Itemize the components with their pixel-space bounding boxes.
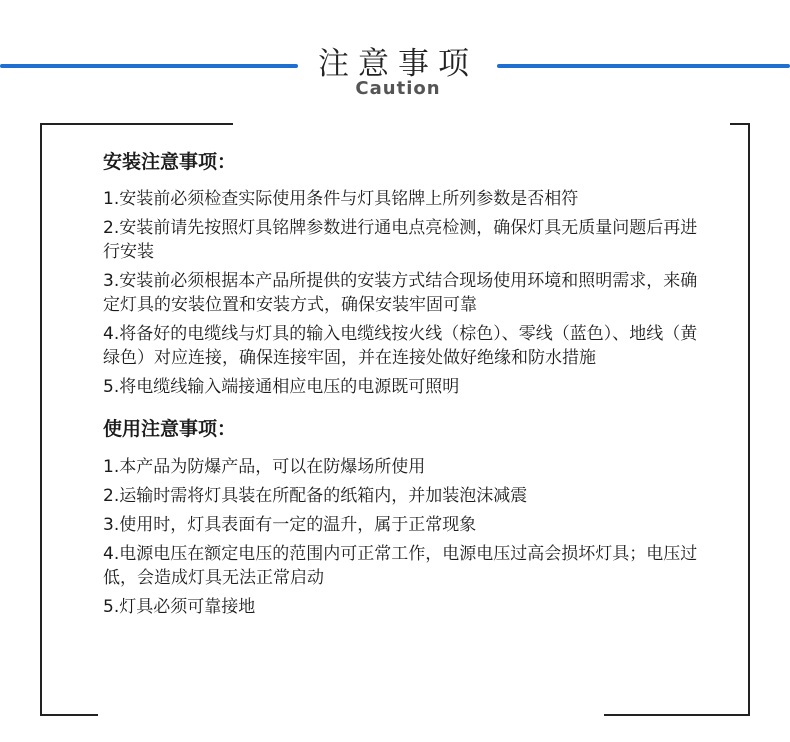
frame-corner-top-left-horizontal — [40, 123, 233, 125]
frame-corner-bottom-left-horizontal — [40, 714, 98, 716]
list-item: 4.电源电压在额定电压的范围内可正常工作，电源电压过高会损坏灯具；电压过低，会造成灯具无法正常启动 — [103, 544, 698, 588]
frame-left-edge — [40, 123, 42, 716]
frame-corner-top-right-horizontal — [730, 123, 750, 125]
list-item: 2.运输时需将灯具装在所配备的纸箱内，并加装泡沫减震 — [103, 486, 528, 506]
list-item: 3.安装前必须根据本产品所提供的安装方式结合现场使用环境和照明需求，来确定灯具的安装位置和安装方式，确保安装牢固可靠 — [103, 271, 698, 315]
page-subtitle: Caution — [355, 78, 441, 99]
usage-heading: 使用注意事项： — [103, 418, 237, 440]
list-item: 5.将电缆线输入端接通相应电压的电源既可照明 — [103, 377, 460, 397]
caution-content — [103, 145, 703, 624]
list-item: 5.灯具必须可靠接地 — [103, 597, 256, 617]
header-rule-left — [0, 64, 298, 68]
usage-list — [103, 455, 703, 619]
header-rule-right — [497, 64, 790, 68]
usage-section — [103, 412, 703, 619]
installation-heading: 安装注意事项： — [103, 151, 237, 173]
list-item: 1.安装前必须检查实际使用条件与灯具铭牌上所列参数是否相符 — [103, 189, 579, 209]
installation-section — [103, 145, 703, 399]
list-item: 4.将备好的电缆线与灯具的输入电缆线按火线（棕色）、零线（蓝色）、地线（黄绿色）对应连接，确保连接牢固，并在连接处做好绝缘和防水措施 — [103, 324, 698, 368]
page-title: 注意事项 — [318, 46, 478, 82]
frame-corner-bottom-right-horizontal — [604, 714, 750, 716]
list-item: 2.安装前请先按照灯具铭牌参数进行通电点亮检测，确保灯具无质量问题后再进行安装 — [103, 218, 698, 262]
installation-list — [103, 187, 703, 399]
list-item: 3.使用时，灯具表面有一定的温升，属于正常现象 — [103, 515, 477, 535]
frame-right-edge — [748, 123, 750, 716]
list-item: 1.本产品为防爆产品，可以在防爆场所使用 — [103, 457, 426, 477]
